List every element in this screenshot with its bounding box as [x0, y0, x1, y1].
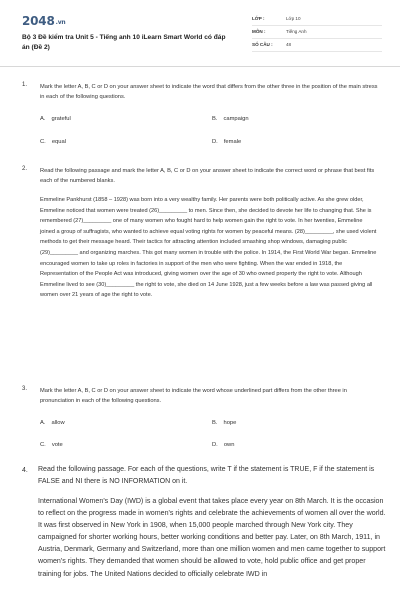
- meta-class-row: [252, 14, 382, 26]
- option-text: campaign: [223, 116, 249, 122]
- option-text: allow: [51, 420, 65, 426]
- meta-subject-row: [252, 27, 382, 39]
- option-d[interactable]: [212, 139, 241, 145]
- option-letter: C.: [40, 139, 46, 145]
- option-a[interactable]: [40, 116, 71, 122]
- question-2-passage: Emmeline Pankhurst (1858 – 1928) was born into a very wealthy family. Her parents were both politically active. As she grew older, Emmeline noticed that women were treated (26)_________ to men. Since then, she decided to devote her life to changing that. She is remembered (27)_________ one of many women who fought hard to help women gain the right to vote. In her twenties, Emmeline joined a group of suffragists, who wanted to achieve equal voting rights for women by peaceful means. (28)_________, she used violent methods to get their message heard. Their tactics for attracting attention included smashing shop windows, damaging public (29)_________ and organizing marches. This got many women in trouble with the police. In 1914, the First World War began. Emmeline encouraged women to take up roles in factories in support of the men who were fighting. When the war ended in 1918, the Representation of the People Act was introduced, giving women over the age of 30 who owned property the right to vote. Although Emmeline lived to see (30)_________ the right to vote, she died on 14 June 1928, just a few weeks before a law was passed giving all women over 21 years of age the right to vote.: [40, 197, 377, 299]
- option-c[interactable]: [40, 442, 63, 448]
- question-number: 3.: [22, 386, 28, 392]
- question-3: [22, 386, 382, 456]
- option-b[interactable]: [212, 116, 249, 122]
- logo-text: 2048: [22, 14, 55, 28]
- document-meta: [252, 14, 382, 53]
- option-letter: D.: [212, 442, 218, 448]
- question-2: [22, 166, 382, 190]
- option-letter: A.: [40, 116, 46, 122]
- document-title: Bộ 3 Đề kiểm tra Unit 5 - Tiếng anh 10 iLearn Smart World có đáp án (Đề 2): [22, 34, 226, 51]
- option-text: female: [223, 139, 242, 145]
- option-b[interactable]: [212, 420, 236, 426]
- question-4-text: Read the following passage. For each of the questions, write T if the statement is TRUE, F if the statement is FALSE and NI there is NO INFORMATION on it.: [38, 466, 375, 485]
- option-c[interactable]: [40, 139, 66, 145]
- meta-subject-label: MÔN :: [252, 29, 266, 34]
- option-letter: B.: [212, 420, 218, 426]
- document-header: [0, 0, 400, 64]
- option-a[interactable]: [40, 420, 65, 426]
- logo-suffix: .vn: [55, 19, 66, 26]
- meta-subject-value: Tiếng Anh: [286, 29, 307, 34]
- question-4-passage: International Women's Day (IWD) is a global event that takes place every year on 8th March. It is the occasion to reflect on the progress made in women's rights and celebrate the achievements of women all over the world. It was first observed in New York in 1908, when 15,000 people marched through New York city. They campaigned for shorter working hours, better working conditions and better pay. Later, on 8th March, 1911, in Austria, Denmark, Germany and Switzerland, more than one million women and men came together to support women's rights. They demanded that women should be allowed to vote, hold public office and get proper training for jobs. The United Nations decided to officially celebrate IWD in: [38, 497, 386, 578]
- question-text: Mark the letter A, B, C or D on your answer sheet to indicate the word whose underlined part differs from the other three in pronunciation in each of the following questions.: [40, 388, 347, 404]
- meta-count-label: SỐ CÂU :: [252, 42, 273, 47]
- option-letter: B.: [212, 116, 218, 122]
- option-letter: A.: [40, 420, 46, 426]
- option-text: vote: [51, 442, 63, 448]
- question-text: Mark the letter A, B, C or D on your answer sheet to indicate the word that differs from the other three in the position of the main stress in each of the following questions.: [40, 84, 378, 100]
- option-text: own: [223, 442, 235, 448]
- option-letter: D.: [212, 139, 218, 145]
- question-1: [22, 82, 382, 162]
- option-letter: C.: [40, 442, 46, 448]
- question-4-number: 4.: [22, 467, 28, 474]
- header-divider: [0, 66, 400, 67]
- option-text: equal: [51, 139, 66, 145]
- option-text: grateful: [51, 116, 71, 122]
- option-text: hope: [223, 420, 237, 426]
- meta-class-label: LỚP :: [252, 16, 265, 21]
- meta-count-row: [252, 40, 382, 52]
- question-number: 1.: [22, 82, 28, 88]
- meta-class-value: Lớp 10: [286, 16, 301, 21]
- question-text: Read the following passage and mark the letter A, B, C or D on your answer sheet to indicate the correct word or phrase that best fits each of the numbered blanks.: [40, 168, 375, 184]
- meta-count-value: 48: [286, 42, 292, 47]
- question-number: 2.: [22, 166, 28, 172]
- option-d[interactable]: [212, 442, 234, 448]
